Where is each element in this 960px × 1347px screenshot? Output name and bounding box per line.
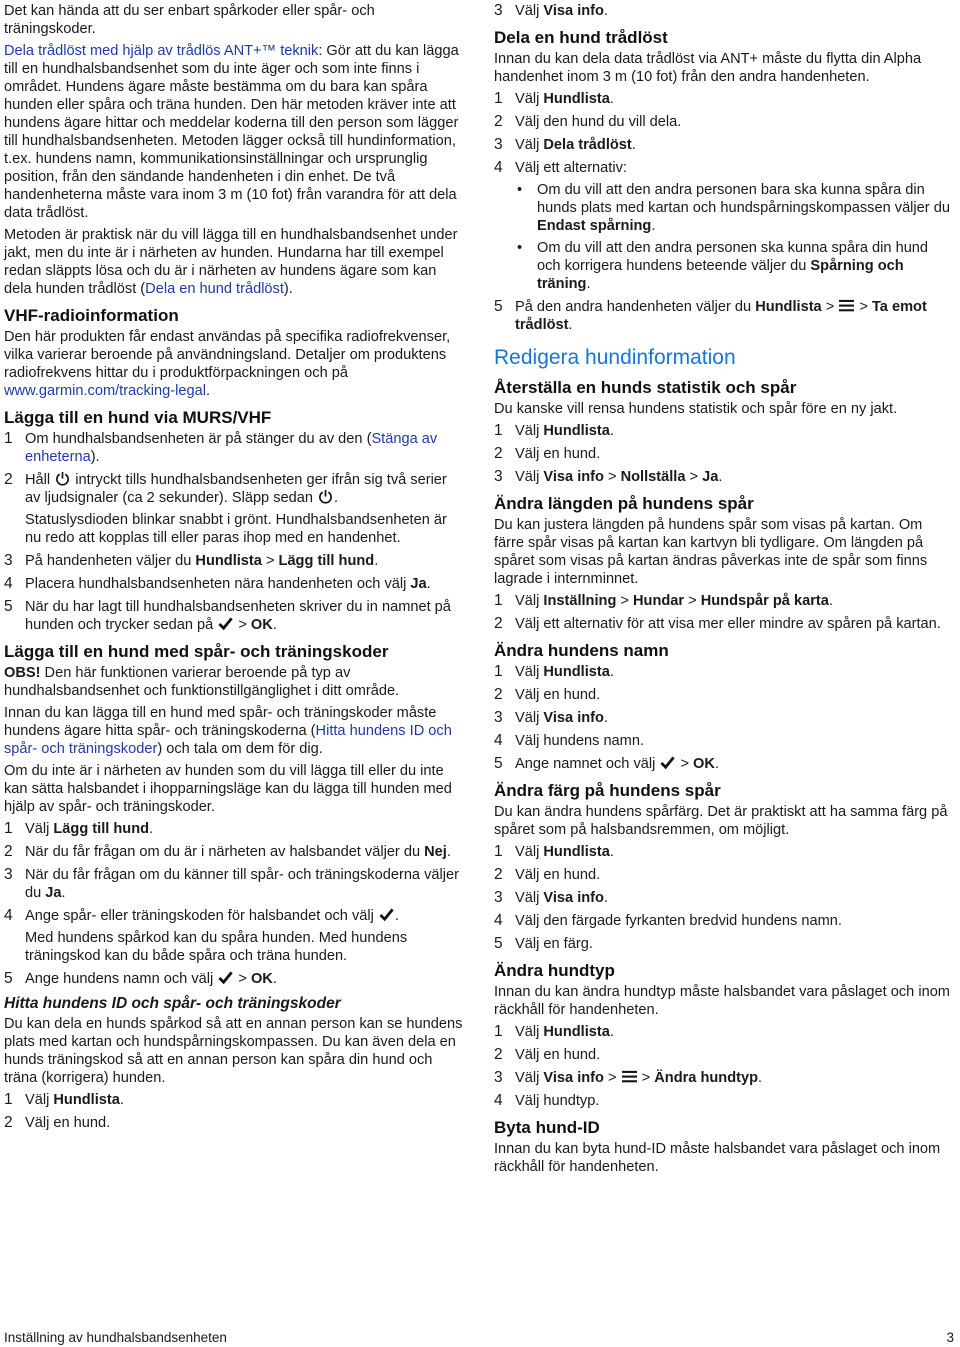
codes-paragraph-1: Innan du kan lägga till en hund med spår- och träningskoder måste hundens ägare hitta spår- och träningskoderna (Hitta hundens ID och spår- och träningskoder) och tala om dem för dig. bbox=[4, 705, 452, 757]
step-note: Statuslysdioden blinkar snabbt i grönt. Hundhalsbandsenheten är nu redo att kopplas till eller paras ihop med en handenhet. bbox=[25, 512, 447, 546]
reset-heading: Återställa en hunds statistik och spår bbox=[494, 378, 797, 397]
share-paragraph: Innan du kan dela data trådlöst via ANT+ måste du flytta din Alpha handenhet inom 3 m (10 fot) från den andra handenheten. bbox=[494, 51, 922, 85]
reset-steps bbox=[494, 422, 954, 486]
list-item: 3 Välj Visa info. bbox=[494, 709, 609, 726]
share-dog-link[interactable]: Dela en hund trådlöst bbox=[145, 281, 284, 297]
type-heading: Ändra hundtyp bbox=[494, 961, 615, 980]
list-item: 3 På handenheten väljer du Hundlista > Lägg till hund. bbox=[4, 552, 379, 569]
list-item: 3 Välj Visa info > Nollställa > Ja. bbox=[494, 468, 723, 485]
obs-note: OBS! Den här funktionen varierar beroende på typ av hundhalsbandsenhet och funktionstillgänglighet i ditt område. bbox=[4, 665, 400, 699]
list-item: 2 Välj en hund. bbox=[4, 1114, 111, 1131]
checkmark-icon bbox=[659, 755, 676, 770]
codes-heading: Lägga till en hund med spår- och träningskoder bbox=[4, 642, 389, 661]
list-item: 2 Välj ett alternativ för att visa mer eller mindre av spåren på kartan. bbox=[494, 615, 941, 632]
list-item: 4 Välj den färgade fyrkanten bredvid hundens namn. bbox=[494, 912, 842, 929]
list-item: 1 Välj Lägg till hund. bbox=[4, 820, 154, 837]
options-list bbox=[515, 181, 954, 293]
codes-paragraph-2: Om du inte är i närheten av hunden som du vill lägga till eller du inte kan sätta halsbandet i ihopparningsläge kan du lägga till hunden med hjälp av spår- och träningskoder. bbox=[4, 763, 452, 815]
share-steps bbox=[494, 90, 954, 334]
power-icon bbox=[54, 471, 71, 486]
list-item: 1 Välj Hundlista. bbox=[494, 422, 614, 439]
length-steps bbox=[494, 592, 954, 633]
dog-id-paragraph: Innan du kan byta hund-ID måste halsbandet vara påslaget och inom räckhåll för handenheten. bbox=[494, 1141, 941, 1175]
list-item: 5 När du har lagt till hundhalsbandsenheten skriver du in namnet på hunden och trycker sedan på > OK. bbox=[4, 598, 451, 633]
checkmark-icon bbox=[378, 907, 395, 922]
list-item: 3 Välj Visa info. bbox=[494, 2, 609, 19]
color-steps bbox=[494, 843, 954, 953]
left-column bbox=[4, 2, 466, 1137]
length-paragraph: Du kan justera längden på hundens spår som visas på kartan. Om färre spår visas på kartan kan kartvyn bli tydligare. Om längden på spåret som visas på kartan ändras påverkas inte de spår som finns lagrade i internminnet. bbox=[494, 517, 928, 587]
vhf-paragraph: Den här produkten får endast användas på specifika radiofrekvenser, vilka varierar beroende på användningsland. Detaljer om produktens radiofrekvens hittar du i produktförpackningen och på www.garmin.com/tracking-legal. bbox=[4, 329, 451, 399]
type-paragraph: Innan du kan ändra hundtyp måste halsbandet vara påslaget och inom räckhåll för handenheten. bbox=[494, 984, 950, 1018]
list-item: 4 Ange spår- eller träningskoden för halsbandet och välj . Med hundens spårkod kan du spåra hunden. Med hundens träningskod kan du både spåra och träna hunden. bbox=[4, 907, 466, 965]
color-heading: Ändra färg på hundens spår bbox=[494, 781, 721, 800]
list-item: 2 Välj den hund du vill dela. bbox=[494, 113, 682, 130]
list-item: 5 Ange namnet och välj > OK. bbox=[494, 755, 719, 772]
footer-section-title: Inställning av hundhalsbandsenheten bbox=[4, 1330, 227, 1345]
vhf-heading: VHF-radioinformation bbox=[4, 306, 179, 325]
right-column bbox=[494, 2, 954, 1180]
checkmark-icon bbox=[217, 970, 234, 985]
find-codes-paragraph: Du kan dela en hunds spårkod så att en annan person kan se hundens plats med kartan och hundspårningskompassen. Du kan även dela en hunds träningskod så att en annan person kan spåra din hund och träna (korrigera) hunden. bbox=[4, 1016, 463, 1086]
intro-paragraph: Det kan hända att du ser enbart spårkoder eller spår- och träningskoder. bbox=[4, 3, 375, 37]
list-item: 4 Välj hundens namn. bbox=[494, 732, 644, 749]
find-codes-link[interactable]: Hitta hundens ID och spår- och träningskoder bbox=[4, 723, 452, 757]
list-item: 2 Välj en hund. bbox=[494, 866, 601, 883]
list-item: 1 Välj Hundlista. bbox=[494, 663, 614, 680]
name-steps bbox=[494, 663, 954, 773]
list-item: 1 Om hundhalsbandsenheten är på stänger du av den (Stänga av enheterna). bbox=[4, 430, 438, 465]
list-item: 3 Välj Visa info. bbox=[494, 889, 609, 906]
list-item: 2 Välj en hund. bbox=[494, 1046, 601, 1063]
list-item: • Om du vill att den andra personen ska kunna spåra din hund och korrigera hundens beteende väljer du Spårning och träning. bbox=[517, 240, 929, 292]
murs-heading: Lägga till en hund via MURS/VHF bbox=[4, 408, 272, 427]
ant-share-term: Dela trådlöst med hjälp av trådlös ANT+™ teknik bbox=[4, 43, 319, 59]
list-item: • Om du vill att den andra personen bara ska kunna spåra din hunds plats med kartan och hundspårningskompassen väljer du Endast spårning. bbox=[517, 182, 950, 234]
list-item: 1 Välj Hundlista. bbox=[494, 843, 614, 860]
list-item: 3 Välj Visa info > > Ändra hundtyp. bbox=[494, 1069, 763, 1086]
list-item: 5 På den andra handenheten väljer du Hundlista > > Ta emot trådlöst. bbox=[494, 298, 927, 333]
list-item: 5 Ange hundens namn och välj > OK. bbox=[4, 970, 277, 987]
ant-share-paragraph: Dela trådlöst med hjälp av trådlös ANT+™ teknik: Gör att du kan lägga till en hundhalsbandsenhet som du inte äger och som inte finns i området. Hundens ägare måste bestämma om du bara kan spåra hunden eller spåra och träna hunden. Den här metoden kräver inte att hundens ägare hittar och meddelar koderna till den person som lägger till hundhalsbandsenheten. Metoden lägger också till hundinformation, t.ex. hundens namn, kommunikationsinställningar och ursprunglig position, från den sändande handenheten i din enhet. De två handenheterna måste vara inom 3 m (10 fot) från varandra för att dela data trådlöst. bbox=[4, 43, 459, 221]
murs-steps bbox=[4, 430, 466, 634]
checkmark-icon bbox=[217, 616, 234, 631]
find-codes-steps bbox=[4, 1091, 466, 1132]
list-item: 3 Välj Dela trådlöst. bbox=[494, 136, 636, 153]
list-item: 1 Välj Hundlista. bbox=[4, 1091, 124, 1108]
list-item: 4 Välj ett alternativ: • Om du vill att den andra personen bara ska kunna spåra din hunds plats med kartan och hundspårningskompassen väljer du Endast spårning. • Om du vill att den andra personen ska kunna spåra din hund och korrigera hundens beteende väljer du Spårning och träning. bbox=[494, 159, 954, 293]
menu-icon bbox=[621, 1069, 638, 1084]
garmin-legal-link[interactable]: www.garmin.com/tracking-legal bbox=[4, 383, 206, 399]
name-heading: Ändra hundens namn bbox=[494, 641, 669, 660]
edit-dog-heading: Redigera hundinformation bbox=[494, 346, 736, 369]
list-item: 1 Välj Inställning > Hundar > Hundspår på karta. bbox=[494, 592, 833, 609]
list-item: 4 Välj hundtyp. bbox=[494, 1092, 600, 1109]
continued-steps bbox=[494, 2, 954, 20]
length-heading: Ändra längden på hundens spår bbox=[494, 494, 754, 513]
turn-off-devices-link[interactable]: Stänga av enheterna bbox=[25, 431, 438, 465]
menu-icon bbox=[838, 298, 855, 313]
find-codes-heading: Hitta hundens ID och spår- och träningskoder bbox=[4, 995, 341, 1012]
list-item: 3 När du får frågan om du känner till spår- och träningskoderna väljer du Ja. bbox=[4, 866, 459, 901]
list-item: 2 Välj en hund. bbox=[494, 445, 601, 462]
power-icon bbox=[317, 489, 334, 504]
list-item: 1 Välj Hundlista. bbox=[494, 1023, 614, 1040]
practical-paragraph: Metoden är praktisk när du vill lägga till en hundhalsbandsenhet under jakt, men du inte är i närheten av hunden. Hundarna har till exempel redan släppts lösa och du är i närheten av hundens ägare som kan dela hunden trådlöst (Dela en hund trådlöst). bbox=[4, 227, 458, 297]
step-note: Med hundens spårkod kan du spåra hunden. Med hundens träningskod kan du både spåra och träna hunden. bbox=[25, 930, 408, 964]
list-item: 2 När du får frågan om du är i närheten av halsbandet väljer du Nej. bbox=[4, 843, 451, 860]
list-item: 2 Håll intryckt tills hundhalsbandsenheten ger ifrån sig två serier av ljudsignaler (ca 2 sekunder). Släpp sedan . Statuslysdioden blinkar snabbt i grönt. Hundhalsbandsenheten är nu redo att kopplas till eller paras ihop med en handenhet. bbox=[4, 471, 466, 547]
type-steps bbox=[494, 1023, 954, 1110]
list-item: 2 Välj en hund. bbox=[494, 686, 601, 703]
share-heading: Dela en hund trådlöst bbox=[494, 28, 668, 47]
dog-id-heading: Byta hund-ID bbox=[494, 1118, 600, 1137]
list-item: 1 Välj Hundlista. bbox=[494, 90, 614, 107]
list-item: 4 Placera hundhalsbandsenheten nära handenheten och välj Ja. bbox=[4, 575, 431, 592]
page-number: 3 bbox=[946, 1330, 954, 1345]
color-paragraph: Du kan ändra hundens spårfärg. Det är praktiskt att ha samma färg på spåret som på halsbandsremmen, om möjligt. bbox=[494, 804, 948, 838]
reset-paragraph: Du kanske vill rensa hundens statistik och spår före en ny jakt. bbox=[494, 401, 898, 417]
codes-steps bbox=[4, 820, 466, 988]
list-item: 5 Välj en färg. bbox=[494, 935, 593, 952]
